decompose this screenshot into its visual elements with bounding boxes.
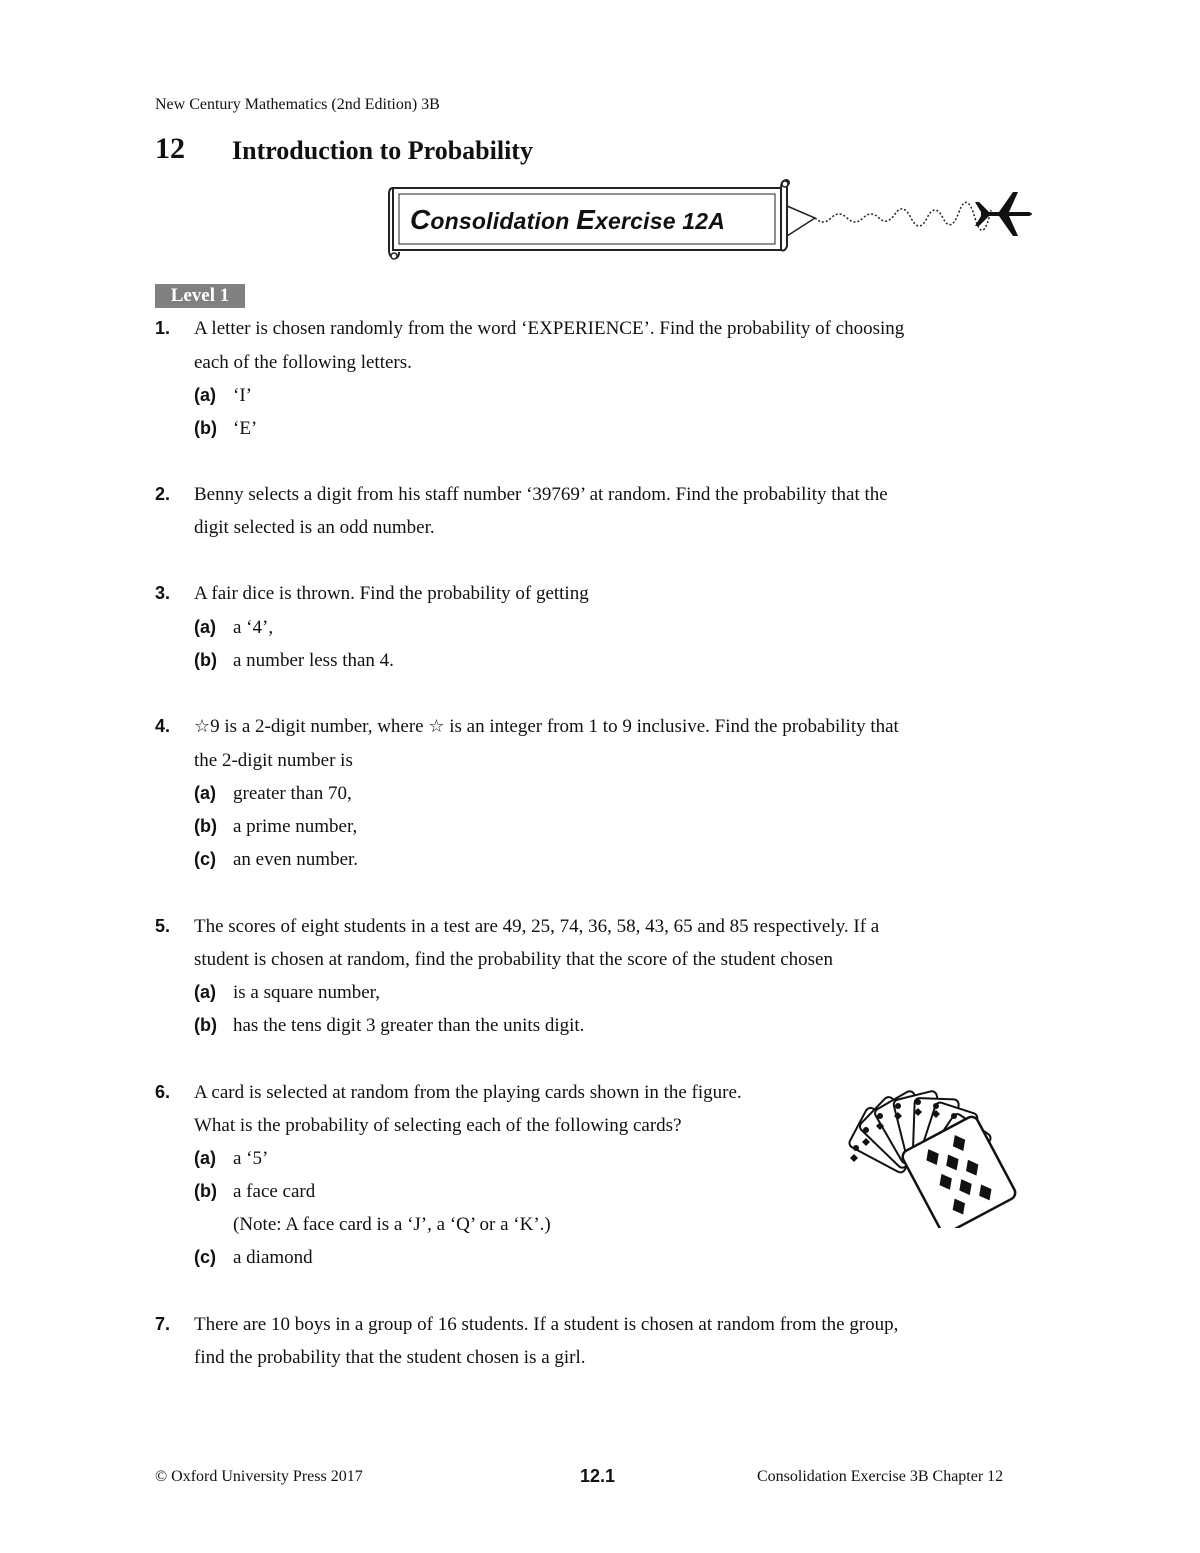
part-text: ‘I’ [233,385,252,406]
part-text: is a square number, [233,982,380,1003]
question-text: digit selected is an odd number. [194,517,435,538]
part-label: (b) [194,418,217,438]
chapter-number: 12 [155,132,185,165]
question-number: 6. [155,1082,171,1102]
footer-chapter: Consolidation Exercise 3B Chapter 12 [757,1468,1004,1485]
question-text: each of the following letters. [194,352,412,373]
part-label: (b) [194,1181,217,1201]
question-number: 2. [155,484,171,504]
page-number: 12.1 [580,1466,616,1486]
question-text: ☆9 is a 2-digit number, where ☆ is an integer from 1 to 9 inclusive. Find the probability that [194,716,899,737]
question-text: There are 10 boys in a group of 16 students. If a student is chosen at random from the group, [194,1314,899,1335]
question-text: student is chosen at random, find the probability that the score of the student chosen [194,949,833,970]
part-text: a number less than 4. [233,650,394,671]
question-text: A card is selected at random from the playing cards shown in the figure. [194,1082,742,1103]
part-label: (c) [194,849,216,869]
part-text: ‘E’ [233,418,258,439]
level-badge: Level 1 [155,284,245,308]
part-label: (b) [194,1015,217,1035]
exercise-title: Consolidation Exercise 12A [410,204,726,235]
question-text: A letter is chosen randomly from the word ‘EXPERIENCE’. Find the probability of choosing [194,318,905,339]
question-text: find the probability that the student chosen is a girl. [194,1347,586,1368]
chapter-title: Introduction to Probability [232,136,533,165]
star-icon: ☆ [194,716,211,737]
question-text: What is the probability of selecting each of the following cards? [194,1115,682,1136]
question-number: 3. [155,583,171,603]
part-label: (a) [194,385,216,405]
question-number: 7. [155,1314,171,1334]
part-label: (a) [194,1148,216,1168]
part-label: (b) [194,816,217,836]
part-text: an even number. [233,849,359,870]
part-label: (b) [194,650,217,670]
book-title: New Century Mathematics (2nd Edition) 3B [155,96,440,113]
airplane-icon [975,192,1032,236]
part-label: (a) [194,982,216,1002]
star-icon: ☆ [428,716,445,737]
part-text: a prime number, [233,816,358,837]
part-text: a face card [233,1181,316,1202]
question-text: The scores of eight students in a test are 49, 25, 74, 36, 58, 43, 65 and 85 respectively. If a [194,916,880,937]
playing-cards-figure [836,1078,1026,1228]
question-number: 1. [155,318,171,338]
part-label: (c) [194,1247,216,1267]
note-text: (Note: A face card is a ‘J’, a ‘Q’ or a ‘K’.) [233,1214,551,1235]
question-text: A fair dice is thrown. Find the probability of getting [194,583,589,604]
part-text: a ‘4’, [233,617,274,638]
question-number: 5. [155,916,171,936]
question-text: the 2-digit number is [194,750,353,771]
part-text: greater than 70, [233,783,352,804]
part-text: a ‘5’ [233,1148,269,1169]
part-label: (a) [194,783,216,803]
part-text: a diamond [233,1247,313,1268]
footer-copyright: © Oxford University Press 2017 [155,1468,363,1485]
question-text: Benny selects a digit from his staff number ‘39769’ at random. Find the probability that the [194,484,888,505]
part-text: has the tens digit 3 greater than the units digit. [233,1015,585,1036]
part-label: (a) [194,617,216,637]
question-number: 4. [155,716,171,736]
